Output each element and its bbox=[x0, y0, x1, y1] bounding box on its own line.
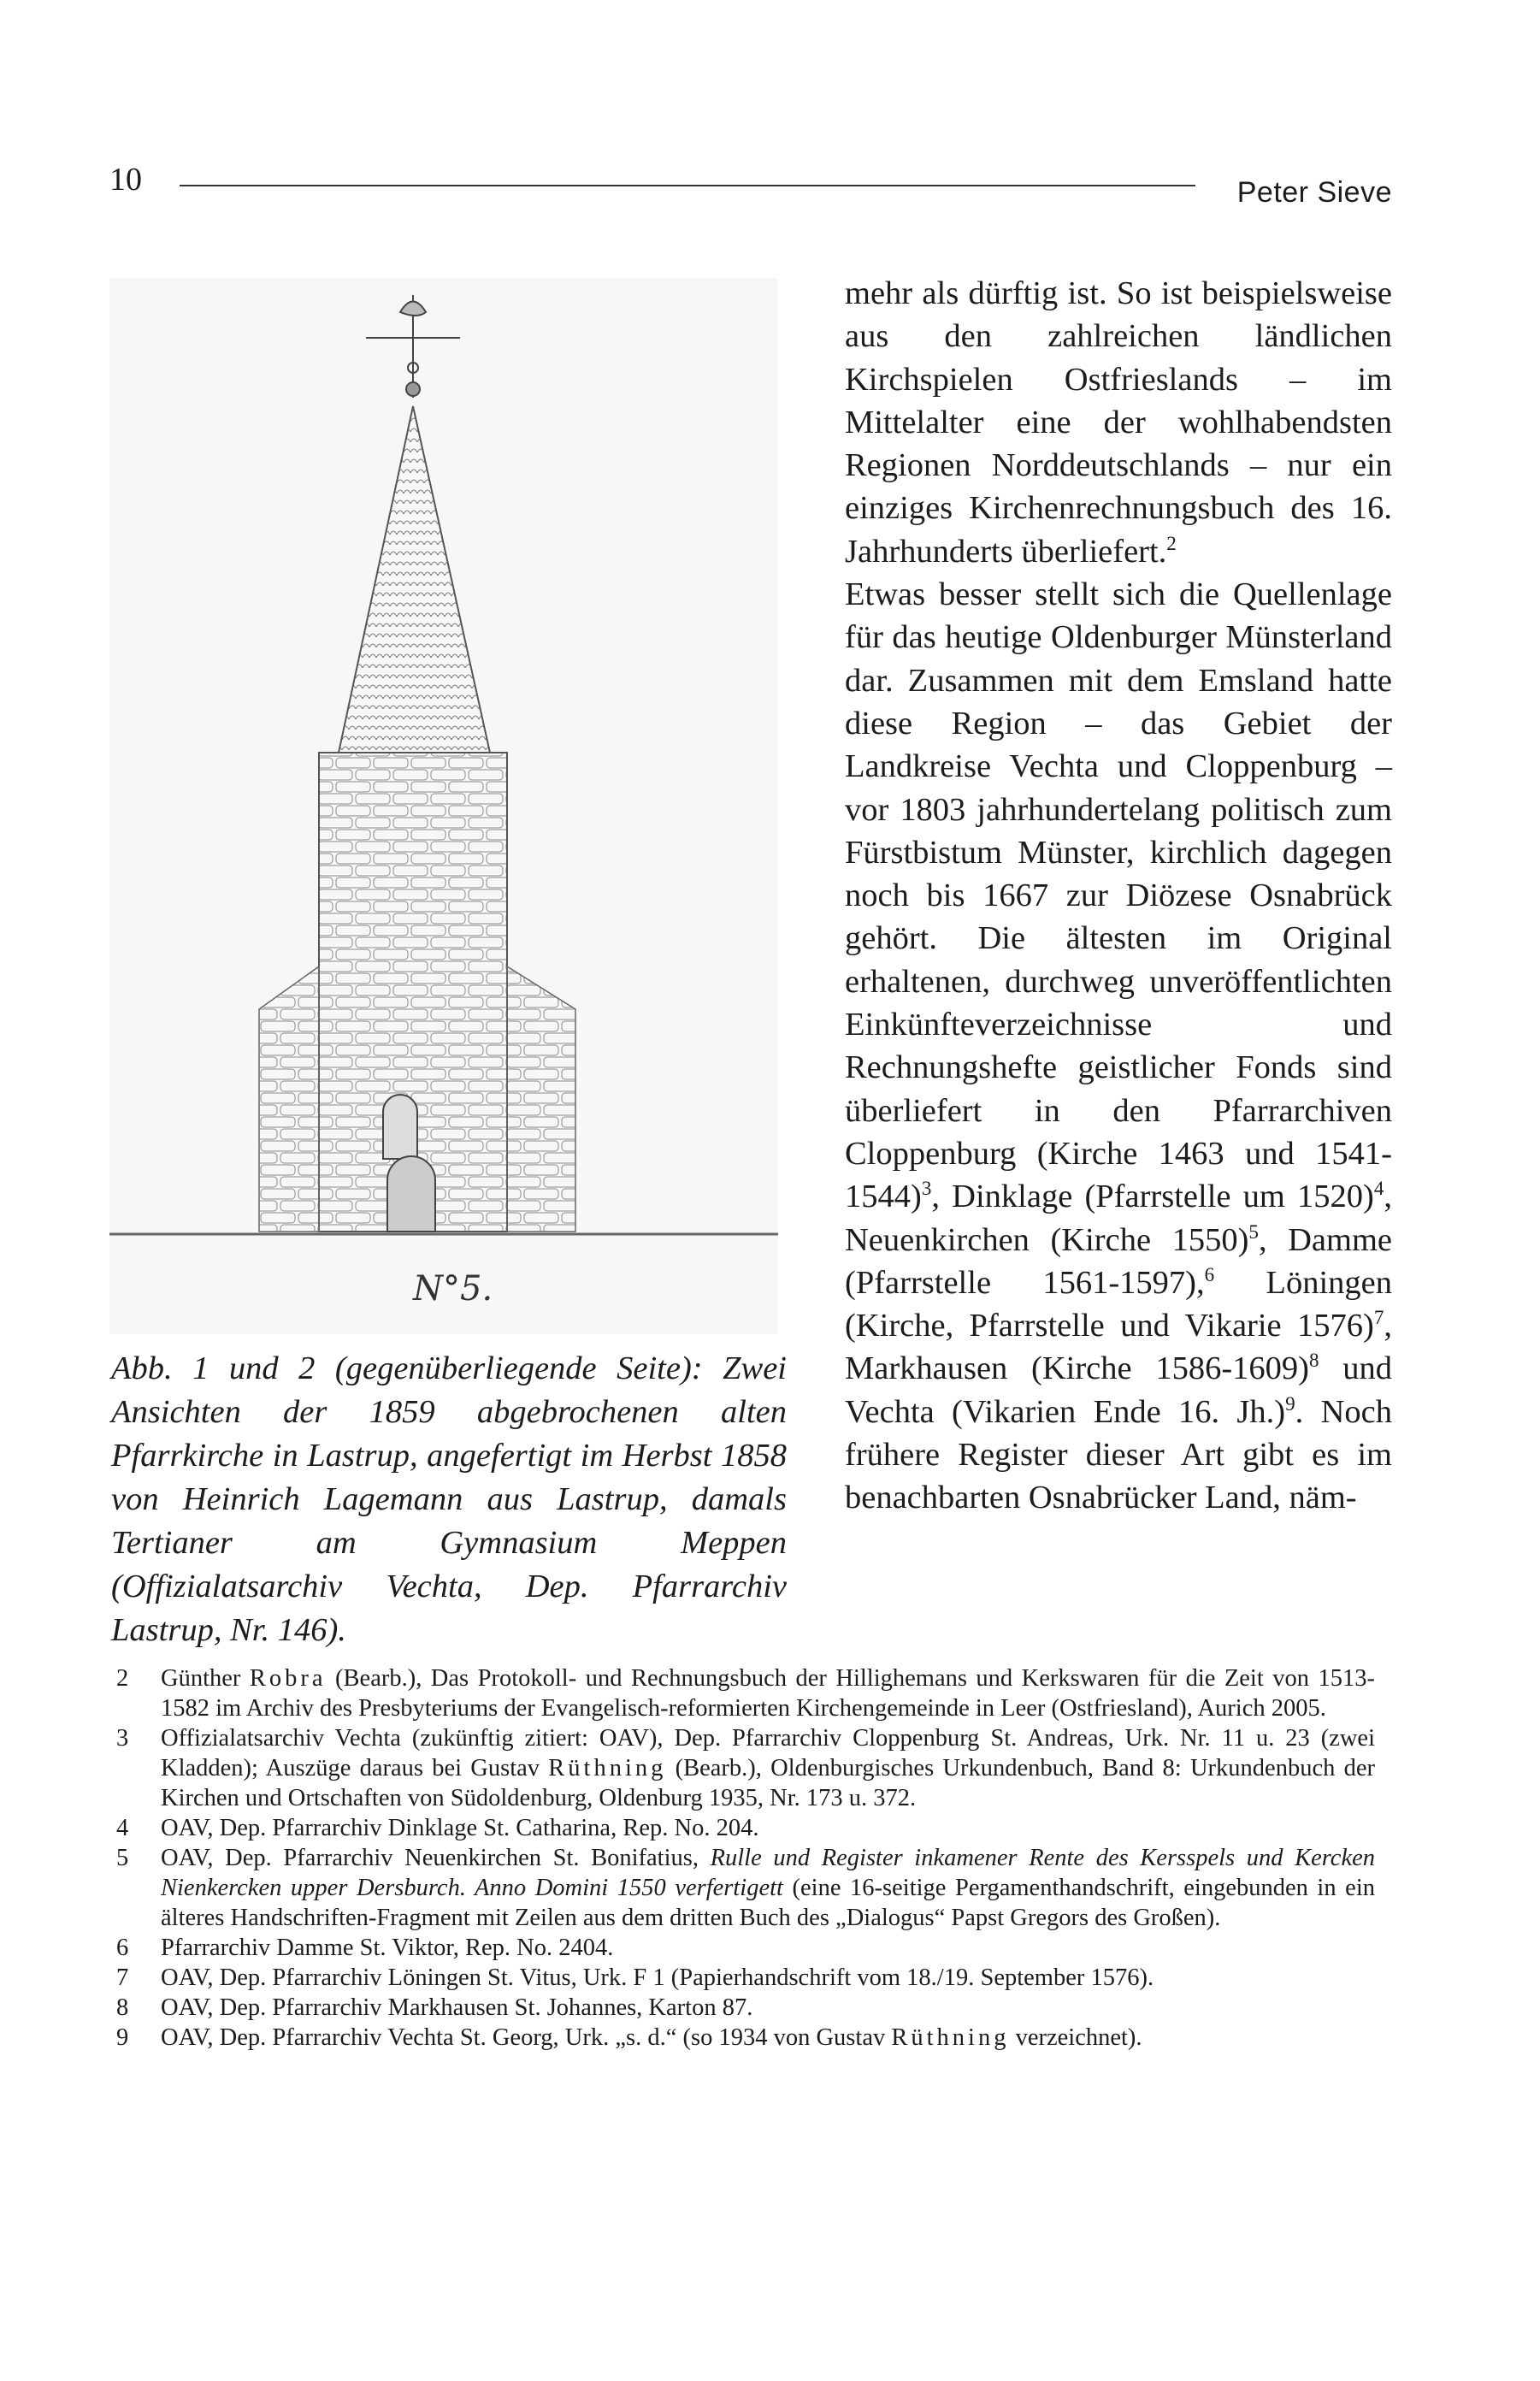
footnote-text: OAV, Dep. Pfarrarchiv Vechta St. Georg, Urk. „s. d.“ (so 1934 von Gustav bbox=[161, 2024, 892, 2051]
paragraph-1-text: mehr als dürftig ist. So ist beispielsweise aus den zahlreichen ländlichen Kirchspielen Ostfrieslands – im Mittelalter eine der wohlhabendsten Regionen Norddeutschlands – nur ein einziges Kirchenrechnungsbuch des 16. Jahrhunderts überliefert. bbox=[845, 275, 1392, 570]
footnote-number: 4 bbox=[116, 1815, 129, 1841]
footnote-text: Offizialatsarchiv Vechta (zukünftig zitiert: OAV), Dep. Pfarrarchiv Cloppenburg St. Andreas, Urk. Nr. 11 u. 23 (zwei Kladden); Auszüge daraus bei Gustav bbox=[161, 1725, 1375, 1781]
paragraph-2-text: und Vechta (Vikarien Ende 16. Jh.) bbox=[845, 1350, 1392, 1430]
paragraph-2-text: , Dinklage (Pfarrstelle um 1520) bbox=[931, 1179, 1374, 1215]
footnote-number: 6 bbox=[116, 1935, 129, 1961]
author-name: Robra bbox=[249, 1665, 327, 1692]
footnotes bbox=[109, 1663, 1375, 2053]
footnote-text: (Bearb.), Das Protokoll- und Rechnungsbuch der Hillighemans und Kerkswaren für die Zeit von 1513-1582 im Archiv des Presbyteriums der Evangelisch-reformierten Kirchengemeinde in Leer (Ostfriesland), Aurich 2005. bbox=[161, 1665, 1375, 1722]
footnote-number: 8 bbox=[116, 1994, 129, 2021]
figure-caption: Abb. 1 und 2 (gegenüberliegende Seite): Zwei Ansichten der 1859 abgebrochenen alten Pfarrkirche in Lastrup, angefertigt im Herbst 1858 von Heinrich Lagemann aus Lastrup, damals Tertianer am Gymnasium Meppen (Offizialatsarchiv Vechta, Dep. Pfarrarchiv Lastrup, Nr. 146). bbox=[111, 1350, 787, 1648]
footnote-ref: 8 bbox=[1308, 1349, 1319, 1372]
footnote-3 bbox=[109, 1723, 1375, 1813]
paragraph-2-text: Löningen (Kirche, Pfarrstelle und Vikarie 1576) bbox=[845, 1264, 1392, 1344]
footnote-ref: 9 bbox=[1285, 1391, 1295, 1415]
footnote-ref: 2 bbox=[1166, 531, 1177, 554]
footnote-2 bbox=[109, 1663, 1375, 1723]
footnote-number: 2 bbox=[116, 1665, 129, 1692]
page-number: 10 bbox=[109, 162, 142, 198]
footnote-text: (eine 16-seitige Pergamenthandschrift, eingebunden in ein älteres Handschriften-Fragment mit Zeilen aus dem dritten Buch des „Dialogus“ Papst Gregors des Großen). bbox=[161, 1875, 1375, 1931]
paragraph-2 bbox=[845, 573, 1392, 1520]
footnote-number: 7 bbox=[116, 1964, 129, 1991]
right-nave bbox=[507, 966, 575, 1232]
footnote-ref: 4 bbox=[1373, 1177, 1384, 1200]
footnote-6 bbox=[109, 1933, 1375, 1963]
author-name: Rüthning bbox=[548, 1755, 667, 1781]
paragraph-1 bbox=[845, 272, 1392, 573]
footnote-ref: 5 bbox=[1248, 1220, 1259, 1243]
footnote-text: verzeichnet). bbox=[1009, 2024, 1142, 2051]
footnote-text: Günther bbox=[161, 1665, 250, 1692]
tower-window bbox=[383, 1095, 417, 1159]
body-column bbox=[845, 272, 1392, 1520]
paragraph-2-text: Etwas besser stellt sich die Quellenlage für das heutige Oldenburger Münsterland dar. Zusammen mit dem Emsland hatte diese Region – das Gebiet der Landkreise Vechta und Cloppenburg – vor 1803 jahrhundertelang politisch zum Fürstbistum Münster, kirchlich dagegen noch bis 1667 zur Diözese Osnabrück gehört. Die ältesten im Original erhaltenen, durchweg unveröffentlichten Einkünfteverzeichnisse und Rechnungshefte geistlicher Fonds sind überliefert in den Pfarrarchiven Cloppenburg (Kirche 1463 und 1541-1544) bbox=[845, 576, 1392, 1215]
tower-door bbox=[387, 1156, 435, 1232]
footnote-ref: 7 bbox=[1373, 1306, 1384, 1329]
running-head-author: Peter Sieve bbox=[1236, 176, 1392, 209]
footnote-text: Pfarrarchiv Damme St. Viktor, Rep. No. 2404. bbox=[161, 1935, 614, 1961]
footnote-ref: 6 bbox=[1204, 1263, 1215, 1285]
paragraph-2-text: . Noch frühere Register dieser Art gibt es im benachbarten Osnabrücker Land, näm- bbox=[845, 1393, 1392, 1516]
footnote-text: OAV, Dep. Pfarrarchiv Neuenkirchen St. Bonifatius, bbox=[161, 1845, 711, 1871]
footnote-text: OAV, Dep. Pfarrarchiv Markhausen St. Johannes, Karton 87. bbox=[161, 1994, 753, 2021]
footnote-text: (Bearb.), Oldenburgisches Urkundenbuch, Band 8: Urkundenbuch der Kirchen und Ortschaften von Südoldenburg, Oldenburg 1935, Nr. 173 u. 372. bbox=[161, 1755, 1375, 1811]
paragraph-2-text: , Damme (Pfarrstelle 1561-1597), bbox=[845, 1221, 1392, 1301]
left-nave bbox=[259, 966, 319, 1232]
footnote-number: 5 bbox=[116, 1845, 129, 1871]
running-header bbox=[109, 161, 1392, 209]
church-drawing-figure bbox=[109, 278, 778, 1334]
footnote-5 bbox=[109, 1843, 1375, 1933]
header-rule bbox=[180, 185, 1195, 186]
footnote-4 bbox=[109, 1813, 1375, 1843]
footnote-9 bbox=[109, 2023, 1375, 2053]
author-name: Rüthning bbox=[891, 2024, 1010, 2051]
footnote-7 bbox=[109, 1963, 1375, 1993]
footnote-number: 3 bbox=[116, 1725, 129, 1752]
figure-inscription: N°5. bbox=[413, 1269, 493, 1309]
footnote-text: OAV, Dep. Pfarrarchiv Löningen St. Vitus, Urk. F 1 (Papierhandschrift vom 18./19. September 1576). bbox=[161, 1964, 1154, 1991]
footnote-number: 9 bbox=[116, 2024, 129, 2051]
church-drawing bbox=[109, 278, 778, 1334]
footnote-8 bbox=[109, 1993, 1375, 2023]
footnote-ref: 3 bbox=[921, 1177, 932, 1200]
paragraph-2-text: , Neuenkirchen (Kirche 1550) bbox=[845, 1179, 1392, 1258]
source-title: Rulle und Register inkamener Rente des Kersspels und Kercken Nienkercken upper Dersburch. Anno Domini 1550 verfertigett bbox=[161, 1845, 1375, 1901]
footnote-text: OAV, Dep. Pfarrarchiv Dinklage St. Catharina, Rep. No. 204. bbox=[161, 1815, 759, 1841]
paragraph-2-text: , Markhausen (Kirche 1586-1609) bbox=[845, 1308, 1392, 1387]
